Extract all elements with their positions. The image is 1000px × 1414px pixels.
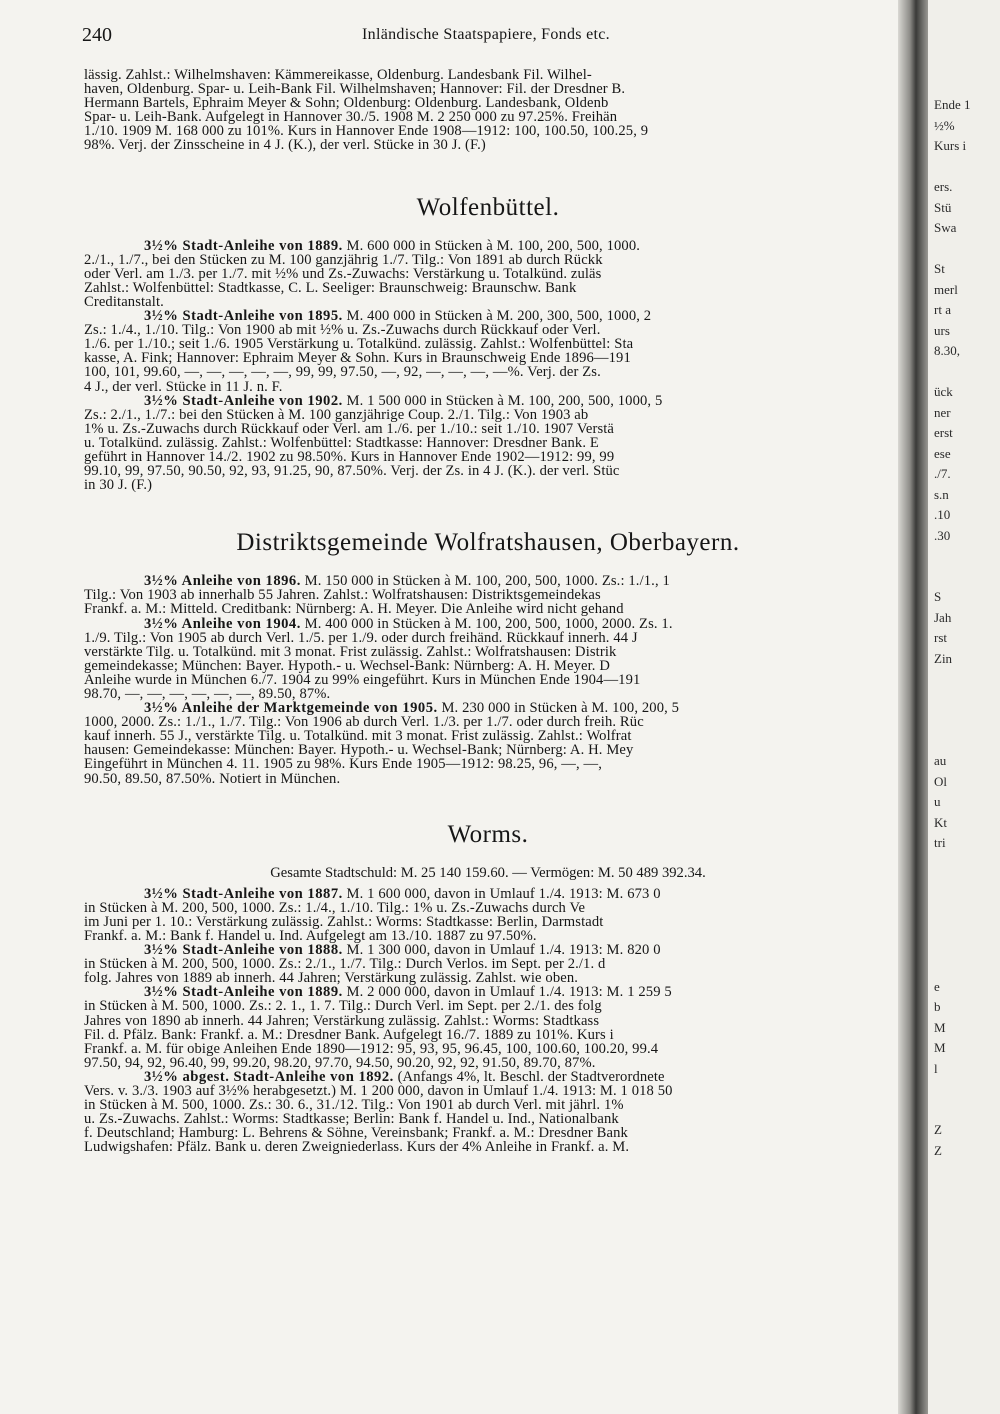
facing-page-fragment: erst	[934, 425, 953, 440]
facing-page-fragment: Z	[934, 1122, 942, 1137]
facing-page-fragment: Kurs i	[934, 138, 967, 153]
facing-page-fragment: urs	[934, 322, 950, 338]
entry-text: M. 1 600 000, davon in Umlauf 1./4. 1913: M. 673 0 in Stücken à M. 200, 500, 1000. Zs.: 1./4., 1./10. Tilg.: 1% u. Zs.-Zuwachs durch Ve im Juni per 1. 10.: Verstärkung zulässig. Zahlst.: Worms: Stadtkasse: Berlin, Darmstadt Frankf. a. M.: Bank f. Handel u. Ind. Aufgelegt am 13./10. 1887 zu 97.50%.	[84, 885, 661, 944]
facing-page-fragment: u	[934, 794, 941, 809]
entry-lead: 3½% abgest. Stadt-Anleihe von 1892.	[144, 1068, 394, 1085]
text-column	[84, 68, 892, 1154]
entry-text: M. 2 000 000, davon in Umlauf 1./4. 1913: M. 1 259 5 in Stücken à M. 500, 1000. Zs.: 2. 1., 1. 7. Tilg.: Durch Verl. im Sept. per 2./1. des folg Jahres von 1890 ab innerh. 44 Jahren; Verstärkung zulässig. Zahlst.: Worms: Stadtkass Fil. d. Pfälz. Bank: Frankf. a. M.: Dresdner Bank. Aufgelegt 16./7. 1889 zu 101%. Kurs i Frankf. a. M. für obige Anleihen Ende 1890—1912: 95, 93, 95, 96.45, 100, 100.60, 100.20, 99.4 97.50, 94, 92, 96.40, 99, 99.20, 98.20, 97.70, 94.50, 90.20, 92, 92, 91.50, 89.70, 87%.	[84, 984, 672, 1071]
entry-text: M. 230 000 in Stücken à M. 100, 200, 5 1000, 2000. Zs.: 1./1., 1./7. Tilg.: Von 1906 ab durch Verl. 1./3. per 1./7. oder durch freih. Rüc kauf innerh. 55 J., verstärkte Tilg. u. Totalkünd. mit 3 monat. Frist zulässig. Zahlst.: Wolfrat hausen: Gemeindekasse: München: Bayer. Hypoth.- u. Wechsel-Bank; Nürnberg: A. H. Mey Eingeführt in München 4. 11. 1905 zu 98%. Kurs Ende 1905—1912: 98.25, 96, —, —, 90.50, 89.50, 87.50%. Notiert in München.	[84, 700, 680, 787]
entry-paragraph	[84, 309, 892, 394]
facing-page-fragment: Jah	[934, 609, 952, 625]
facing-page-fragment: Kt	[934, 814, 947, 830]
facing-page-edge	[928, 0, 1000, 1414]
entry-paragraph	[84, 617, 892, 702]
facing-page-fragment: ers.	[934, 179, 953, 194]
page-number: 240	[82, 24, 112, 46]
section-title-wolfratshausen: Distriktsgemeinde Wolfratshausen, Oberbayern.	[236, 529, 740, 557]
facing-page-fragment: Swa	[934, 220, 957, 235]
worms-summary: Gesamte Stadtschuld: M. 25 140 159.60. — Vermögen: M. 50 489 392.34.	[270, 864, 706, 881]
facing-page-fragment: ück	[934, 384, 953, 399]
facing-page-fragment: rst	[934, 630, 947, 645]
entry-paragraph	[84, 574, 892, 616]
entry-lead: 3½% Stadt-Anleihe von 1887.	[144, 885, 343, 902]
facing-page-fragment: Ende 1	[934, 97, 971, 112]
entry-paragraph	[84, 887, 892, 943]
entry-lead: 3½% Stadt-Anleihe von 1889.	[144, 984, 343, 1001]
entry-lead: 3½% Anleihe von 1904.	[144, 615, 301, 632]
facing-page-fragment: ½%	[934, 117, 955, 133]
book-gutter	[898, 0, 928, 1414]
entry-text: M. 1 300 000, davon in Umlauf 1./4. 1913: M. 820 0 in Stücken à M. 200, 500, 1000. Zs.: 2./1., 1./7. Tilg.: Durch Verlos. im Sept. per 2./1. d folg. Jahres von 1889 ab innerh. 44 Jahren; Verstärkung zulässig. Zahlst. wie oben.	[84, 942, 661, 987]
intro-paragraph: lässig. Zahlst.: Wilhelmshaven: Kämmereikasse, Oldenburg. Landesbank Fil. Wilhel- haven, Oldenburg. Spar- u. Leih-Bank Fil. Wilhelmshaven; Hannover: Fil. der Dresdner B. Hermann Bartels, Ephraim Meyer & Sohn; Oldenburg: Oldenburg. Landesbank, Oldenb Spar- u. Leih-Bank. Aufgelegt in Hannover 30./5. 1908 M. 2 250 000 zu 97.25%. Freihän 1./10. 1909 M. 168 000 zu 101%. Kurs in Hannover Ende 1908—1912: 100, 100.50, 100.25, 9 98%. Verj. der Zinsscheine in 4 J. (K.), der verl. Stücke in 30 J. (F.)	[84, 67, 649, 154]
facing-page-fragment: ner	[934, 404, 951, 420]
facing-page-fragment: .10	[934, 507, 951, 522]
entry-paragraph	[84, 1070, 892, 1155]
facing-page-fragment: 8.30,	[934, 343, 960, 358]
entry-lead: 3½% Stadt-Anleihe von 1902.	[144, 392, 343, 409]
facing-page-fragment: merl	[934, 281, 958, 297]
entry-paragraph	[84, 239, 892, 309]
facing-page-fragment: au	[934, 753, 947, 768]
facing-page-fragment: M	[934, 1040, 946, 1055]
facing-page-fragment: Z	[934, 1142, 942, 1158]
entry-text: M. 400 000 in Stücken à M. 200, 300, 500, 1000, 2 Zs.: 1./4., 1./10. Tilg.: Von 1900 ab mit ½% u. Zs.-Zuwachs durch Rückkauf oder Verl. 1./6. per 1./10.; seit 1./6. 1905 Verstärkung u. Totalkünd. zulässig. Zahlst.: Wolfenbüttel: Sta kasse, A. Fink; Hannover: Ephraim Meyer & Sohn. Kurs in Braunschweig Ende 1896—191 100, 101, 99.60, —, —, —, —, —, 99, 99, 97.50, —, 92, —, —, —, —%. Verj. der Zs. 4 J., der verl. Stücke in 11 J. n. F.	[84, 308, 652, 395]
entry-paragraph	[84, 701, 892, 786]
facing-page-fragment: Zin	[934, 650, 953, 666]
entry-text: M. 150 000 in Stücken à M. 100, 200, 500, 1000. Zs.: 1./1., 1 Tilg.: Von 1903 ab innerhalb 55 Jahren. Zahlst.: Wolfratshausen: Distriktsgemeindekas Frankf. a. M.: Mitteld. Creditbank: Nürnberg: A. H. Meyer. Die Anleihe wird nicht gehand	[84, 573, 670, 618]
entry-text: M. 400 000 in Stücken à M. 100, 200, 500, 1000, 2000. Zs. 1. 1./9. Tilg.: Von 1905 ab durch Verl. 1./5. per 1./9. oder durch freihänd. Rückkauf innerh. 44 J verstärkte Tilg. u. Totalkünd. mit 3 monat. Frist zulässig. Zahlst.: Wolfratshausen: Distrik gemeindekasse; München: Bayer. Hypoth.- u. Wechsel-Bank: Nürnberg: A. H. Meyer. D Anleihe wurde in München 6./7. 1904 zu 99% eingeführt. Kurs in München Ende 1904—191 98.70, —, —, —, —, —, —, 89.50, 87%.	[84, 615, 673, 702]
facing-page-fragment: St	[934, 261, 945, 276]
facing-page-fragment: b	[934, 999, 941, 1014]
entry-lead: 3½% Stadt-Anleihe von 1895.	[144, 308, 343, 325]
facing-page-fragment: Ol	[934, 773, 947, 789]
entry-lead: 3½% Stadt-Anleihe von 1888.	[144, 942, 343, 959]
facing-page-fragment: s.n	[934, 486, 949, 502]
entry-lead: 3½% Stadt-Anleihe von 1889.	[144, 237, 343, 254]
page-header	[82, 24, 890, 48]
entry-lead: 3½% Anleihe der Marktgemeinde von 1905.	[144, 700, 438, 717]
facing-page-fragment: rt a	[934, 302, 951, 317]
facing-page-fragment: tri	[934, 835, 946, 850]
entry-text: (Anfangs 4%, lt. Beschl. der Stadtverordnete Vers. v. 3./3. 1903 auf 3½% herabgesetzt.) M. 1 200 000, davon in Umlauf 1./4. 1913: M. 1 018 50 in Stücken à M. 500, 1000. Zs.: 30. 6., 31./12. Tilg.: Von 1901 ab durch Verl. mit jährl. 1% u. Zs.-Zuwachs. Zahlst.: Worms: Stadtkasse; Berlin: Bank f. Handel u. Ind., Nationalbank f. Deutschland; Hamburg: L. Behrens & Söhne, Vereinsbank; Frankf. a. M.: Dresdner Bank Ludwigshafen: Pfälz. Bank u. deren Zweigniederlass. Kurs der 4% Anleihe in Frankf. a. M.	[84, 1068, 673, 1156]
entry-paragraph	[84, 985, 892, 1070]
facing-page-fragment: M	[934, 1019, 946, 1035]
running-title: Inländische Staatspapiere, Fonds etc.	[362, 26, 610, 43]
facing-page-fragment: S	[934, 589, 942, 604]
entry-text: M. 600 000 in Stücken à M. 100, 200, 500, 1000. 2./1., 1./7., bei den Stücken zu M. 100 ganzjährig 1./7. Tilg.: Von 1891 ab durch Rückk oder Verl. am 1./3. per 1./7. mit ½% und Zs.-Zuwachs: Verstärkung u. Totalkünd. zuläs Zahlst.: Wolfenbüttel: Stadtkasse, C. L. Seeliger: Braunschweig: Braunschw. Bank Creditanstalt.	[84, 237, 641, 310]
entry-lead: 3½% Anleihe von 1896.	[144, 573, 301, 590]
entry-paragraph	[84, 394, 892, 493]
facing-page-fragment: e	[934, 978, 940, 994]
entry-paragraph	[84, 943, 892, 985]
facing-page-fragment: Stü	[934, 199, 952, 215]
section-title-worms: Worms.	[447, 820, 529, 848]
facing-page-fragment: .30	[934, 527, 951, 543]
facing-page-fragment: l	[934, 1060, 938, 1076]
section-title-wolfenbuettel: Wolfenbüttel.	[416, 193, 560, 221]
facing-page-fragment: ese	[934, 445, 951, 461]
facing-page-fragment: ./7.	[934, 466, 951, 481]
entry-text: M. 1 500 000 in Stücken à M. 100, 200, 500, 1000, 5 Zs.: 2./1., 1./7.: bei den Stücken à M. 100 ganzjährige Coup. 2./1. Tilg.: Von 1903 ab 1% u. Zs.-Zuwachs durch Rückkauf oder Verl. am 1./6. per 1./10.: seit 1./10. 1907 Verstä u. Totalkünd. zulässig. Zahlst.: Wolfenbüttel: Stadtkasse: Hannover: Dresdner Bank. E geführt in Hannover 14./2. 1902 zu 98.50%. Kurs in Hannover Ende 1902—1912: 99, 99 99.10, 99, 97.50, 90.50, 92, 93, 91.25, 90, 87.50%. Verj. der Zs. in 4 J. (K.). der verl. Stüc in 30 J. (F.)	[84, 392, 663, 494]
